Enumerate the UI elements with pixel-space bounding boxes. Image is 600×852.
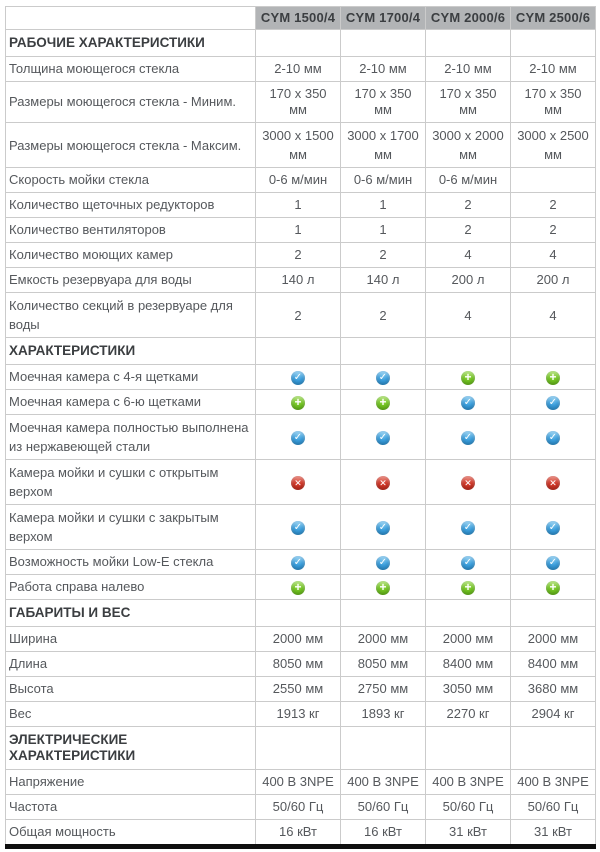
section-title: ГАБАРИТЫ И ВЕС xyxy=(6,600,256,627)
row-label: Количество вентиляторов xyxy=(6,218,256,243)
value-cell: 0-6 м/мин xyxy=(341,168,426,193)
table-row xyxy=(6,415,596,460)
check-icon: ✓ xyxy=(291,371,305,385)
column-header-0: CYM 1500/4 xyxy=(256,7,341,30)
value-cell: 31 кВт xyxy=(426,820,511,847)
check-icon: ✓ xyxy=(546,431,560,445)
table-row xyxy=(6,268,596,293)
check-icon: ✓ xyxy=(546,396,560,410)
section-row xyxy=(6,727,596,770)
row-label: Работа справа налево xyxy=(6,575,256,600)
section-title: РАБОЧИЕ ХАРАКТЕРИСТИКИ xyxy=(6,30,256,57)
table-row xyxy=(6,677,596,702)
section-title: ЭЛЕКТРИЧЕСКИЕ ХАРАКТЕРИСТИКИ xyxy=(6,727,256,770)
value-cell: 2-10 мм xyxy=(511,57,596,82)
row-label: Частота xyxy=(6,795,256,820)
value-cell xyxy=(511,390,596,415)
value-cell: 2 xyxy=(511,218,596,243)
value-cell xyxy=(511,168,596,193)
value-cell: 140 л xyxy=(256,268,341,293)
value-cell: 2550 мм xyxy=(256,677,341,702)
value-cell: 2750 мм xyxy=(341,677,426,702)
value-cell: 8400 мм xyxy=(426,652,511,677)
value-cell xyxy=(341,460,426,505)
value-cell: 170 x 350 мм xyxy=(511,82,596,123)
plus-icon: + xyxy=(376,396,390,410)
row-label: Напряжение xyxy=(6,770,256,795)
section-row xyxy=(6,600,596,627)
section-row xyxy=(6,338,596,365)
value-cell: 1 xyxy=(256,218,341,243)
row-label: Размеры моющегося стекла - Миним. xyxy=(6,82,256,123)
table-row xyxy=(6,652,596,677)
section-empty-cell xyxy=(511,727,596,770)
spec-table-header xyxy=(6,7,596,30)
value-cell: 170 x 350 мм xyxy=(426,82,511,123)
plus-icon: + xyxy=(291,581,305,595)
value-cell: 3680 мм xyxy=(511,677,596,702)
check-icon: ✓ xyxy=(546,521,560,535)
row-label: Моечная камера полностью выполнена из нержавеющей стали xyxy=(6,415,256,460)
value-cell xyxy=(426,460,511,505)
table-row xyxy=(6,57,596,82)
section-empty-cell xyxy=(256,600,341,627)
section-empty-cell xyxy=(341,338,426,365)
value-cell xyxy=(341,575,426,600)
value-cell xyxy=(511,365,596,390)
value-cell xyxy=(341,415,426,460)
value-cell: 200 л xyxy=(426,268,511,293)
value-cell: 4 xyxy=(426,243,511,268)
table-row xyxy=(6,627,596,652)
check-icon: ✓ xyxy=(461,556,475,570)
row-label: Камера мойки и сушки с закрытым верхом xyxy=(6,505,256,550)
table-row xyxy=(6,193,596,218)
check-icon: ✓ xyxy=(291,521,305,535)
value-cell xyxy=(341,365,426,390)
value-cell: 400 В 3NPE xyxy=(511,770,596,795)
value-cell xyxy=(426,415,511,460)
value-cell: 3000 x 2500 мм xyxy=(511,123,596,168)
table-row xyxy=(6,168,596,193)
value-cell: 2 xyxy=(426,218,511,243)
plus-icon: + xyxy=(376,581,390,595)
value-cell: 400 В 3NPE xyxy=(426,770,511,795)
plus-icon: + xyxy=(461,581,475,595)
value-cell xyxy=(256,415,341,460)
row-label: Длина xyxy=(6,652,256,677)
row-label: Толщина моющегося стекла xyxy=(6,57,256,82)
section-empty-cell xyxy=(341,600,426,627)
value-cell: 8050 мм xyxy=(256,652,341,677)
value-cell: 1 xyxy=(341,193,426,218)
row-label: Ширина xyxy=(6,627,256,652)
value-cell xyxy=(256,575,341,600)
section-empty-cell xyxy=(256,30,341,57)
column-header-2: CYM 2000/6 xyxy=(426,7,511,30)
value-cell: 4 xyxy=(511,293,596,338)
value-cell xyxy=(511,550,596,575)
value-cell xyxy=(256,460,341,505)
value-cell: 2000 мм xyxy=(511,627,596,652)
section-empty-cell xyxy=(341,727,426,770)
value-cell: 8400 мм xyxy=(511,652,596,677)
value-cell: 1 xyxy=(341,218,426,243)
value-cell: 31 кВт xyxy=(511,820,596,847)
value-cell: 3050 мм xyxy=(426,677,511,702)
check-icon: ✓ xyxy=(461,521,475,535)
section-title: ХАРАКТЕРИСТИКИ xyxy=(6,338,256,365)
value-cell xyxy=(426,575,511,600)
value-cell xyxy=(341,550,426,575)
value-cell: 2270 кг xyxy=(426,702,511,727)
value-cell: 50/60 Гц xyxy=(511,795,596,820)
value-cell xyxy=(256,505,341,550)
value-cell: 2000 мм xyxy=(341,627,426,652)
value-cell: 400 В 3NPE xyxy=(341,770,426,795)
row-label: Размеры моющегося стекла - Максим. xyxy=(6,123,256,168)
section-empty-cell xyxy=(426,727,511,770)
value-cell xyxy=(341,505,426,550)
value-cell: 2000 мм xyxy=(256,627,341,652)
row-label: Общая мощность xyxy=(6,820,256,847)
value-cell xyxy=(426,365,511,390)
value-cell: 170 x 350 мм xyxy=(341,82,426,123)
value-cell: 2904 кг xyxy=(511,702,596,727)
row-label: Моечная камера с 4-я щетками xyxy=(6,365,256,390)
row-label: Количество секций в резервуаре для воды xyxy=(6,293,256,338)
check-icon: ✓ xyxy=(376,556,390,570)
spec-table xyxy=(5,6,596,849)
value-cell xyxy=(511,460,596,505)
value-cell xyxy=(426,550,511,575)
row-label: Вес xyxy=(6,702,256,727)
value-cell: 2-10 мм xyxy=(426,57,511,82)
value-cell xyxy=(426,390,511,415)
section-empty-cell xyxy=(511,600,596,627)
value-cell: 170 x 350 мм xyxy=(256,82,341,123)
value-cell: 0-6 м/мин xyxy=(256,168,341,193)
value-cell: 8050 мм xyxy=(341,652,426,677)
table-row xyxy=(6,770,596,795)
value-cell: 200 л xyxy=(511,268,596,293)
section-empty-cell xyxy=(341,30,426,57)
value-cell: 2 xyxy=(341,243,426,268)
value-cell: 50/60 Гц xyxy=(426,795,511,820)
value-cell: 3000 x 2000 мм xyxy=(426,123,511,168)
value-cell: 0-6 м/мин xyxy=(426,168,511,193)
value-cell: 16 кВт xyxy=(341,820,426,847)
section-empty-cell xyxy=(511,338,596,365)
row-label: Моечная камера с 6-ю щетками xyxy=(6,390,256,415)
section-empty-cell xyxy=(426,30,511,57)
value-cell: 4 xyxy=(426,293,511,338)
value-cell: 140 л xyxy=(341,268,426,293)
value-cell: 2000 мм xyxy=(426,627,511,652)
row-label: Высота xyxy=(6,677,256,702)
value-cell: 2 xyxy=(426,193,511,218)
cross-icon: ✕ xyxy=(461,476,475,490)
plus-icon: + xyxy=(546,581,560,595)
section-empty-cell xyxy=(256,338,341,365)
table-row xyxy=(6,243,596,268)
value-cell xyxy=(426,505,511,550)
section-empty-cell xyxy=(256,727,341,770)
column-header-3: CYM 2500/6 xyxy=(511,7,596,30)
table-row xyxy=(6,795,596,820)
cross-icon: ✕ xyxy=(546,476,560,490)
plus-icon: + xyxy=(461,371,475,385)
value-cell: 50/60 Гц xyxy=(341,795,426,820)
table-row xyxy=(6,365,596,390)
check-icon: ✓ xyxy=(546,556,560,570)
value-cell: 4 xyxy=(511,243,596,268)
value-cell: 3000 x 1500 мм xyxy=(256,123,341,168)
corner-header-cell xyxy=(6,7,256,30)
table-row xyxy=(6,390,596,415)
value-cell xyxy=(511,575,596,600)
value-cell: 50/60 Гц xyxy=(256,795,341,820)
spec-table-body xyxy=(6,30,596,847)
value-cell: 1 xyxy=(256,193,341,218)
value-cell: 3000 x 1700 мм xyxy=(341,123,426,168)
value-cell: 2 xyxy=(256,243,341,268)
value-cell xyxy=(256,365,341,390)
cross-icon: ✕ xyxy=(291,476,305,490)
table-row xyxy=(6,505,596,550)
value-cell: 2 xyxy=(511,193,596,218)
table-row xyxy=(6,550,596,575)
plus-icon: + xyxy=(546,371,560,385)
column-header-1: CYM 1700/4 xyxy=(341,7,426,30)
value-cell: 2 xyxy=(256,293,341,338)
section-row xyxy=(6,30,596,57)
value-cell xyxy=(256,550,341,575)
table-row xyxy=(6,123,596,168)
section-empty-cell xyxy=(426,338,511,365)
table-row xyxy=(6,702,596,727)
section-empty-cell xyxy=(426,600,511,627)
check-icon: ✓ xyxy=(376,371,390,385)
table-row xyxy=(6,293,596,338)
row-label: Скорость мойки стекла xyxy=(6,168,256,193)
table-row xyxy=(6,82,596,123)
row-label: Количество моющих камер xyxy=(6,243,256,268)
value-cell: 2 xyxy=(341,293,426,338)
value-cell xyxy=(511,505,596,550)
value-cell: 400 В 3NPE xyxy=(256,770,341,795)
value-cell: 1913 кг xyxy=(256,702,341,727)
plus-icon: + xyxy=(291,396,305,410)
cross-icon: ✕ xyxy=(376,476,390,490)
value-cell: 16 кВт xyxy=(256,820,341,847)
table-row xyxy=(6,820,596,847)
row-label: Возможность мойки Low-E стекла xyxy=(6,550,256,575)
check-icon: ✓ xyxy=(291,556,305,570)
value-cell xyxy=(256,390,341,415)
value-cell: 2-10 мм xyxy=(341,57,426,82)
value-cell xyxy=(341,390,426,415)
check-icon: ✓ xyxy=(376,431,390,445)
row-label: Количество щеточных редукторов xyxy=(6,193,256,218)
check-icon: ✓ xyxy=(461,431,475,445)
value-cell xyxy=(511,415,596,460)
check-icon: ✓ xyxy=(291,431,305,445)
header-row xyxy=(6,7,596,30)
table-row xyxy=(6,460,596,505)
section-empty-cell xyxy=(511,30,596,57)
row-label: Емкость резервуара для воды xyxy=(6,268,256,293)
check-icon: ✓ xyxy=(376,521,390,535)
value-cell: 2-10 мм xyxy=(256,57,341,82)
value-cell: 1893 кг xyxy=(341,702,426,727)
table-row xyxy=(6,218,596,243)
check-icon: ✓ xyxy=(461,396,475,410)
table-row xyxy=(6,575,596,600)
row-label: Камера мойки и сушки с открытым верхом xyxy=(6,460,256,505)
